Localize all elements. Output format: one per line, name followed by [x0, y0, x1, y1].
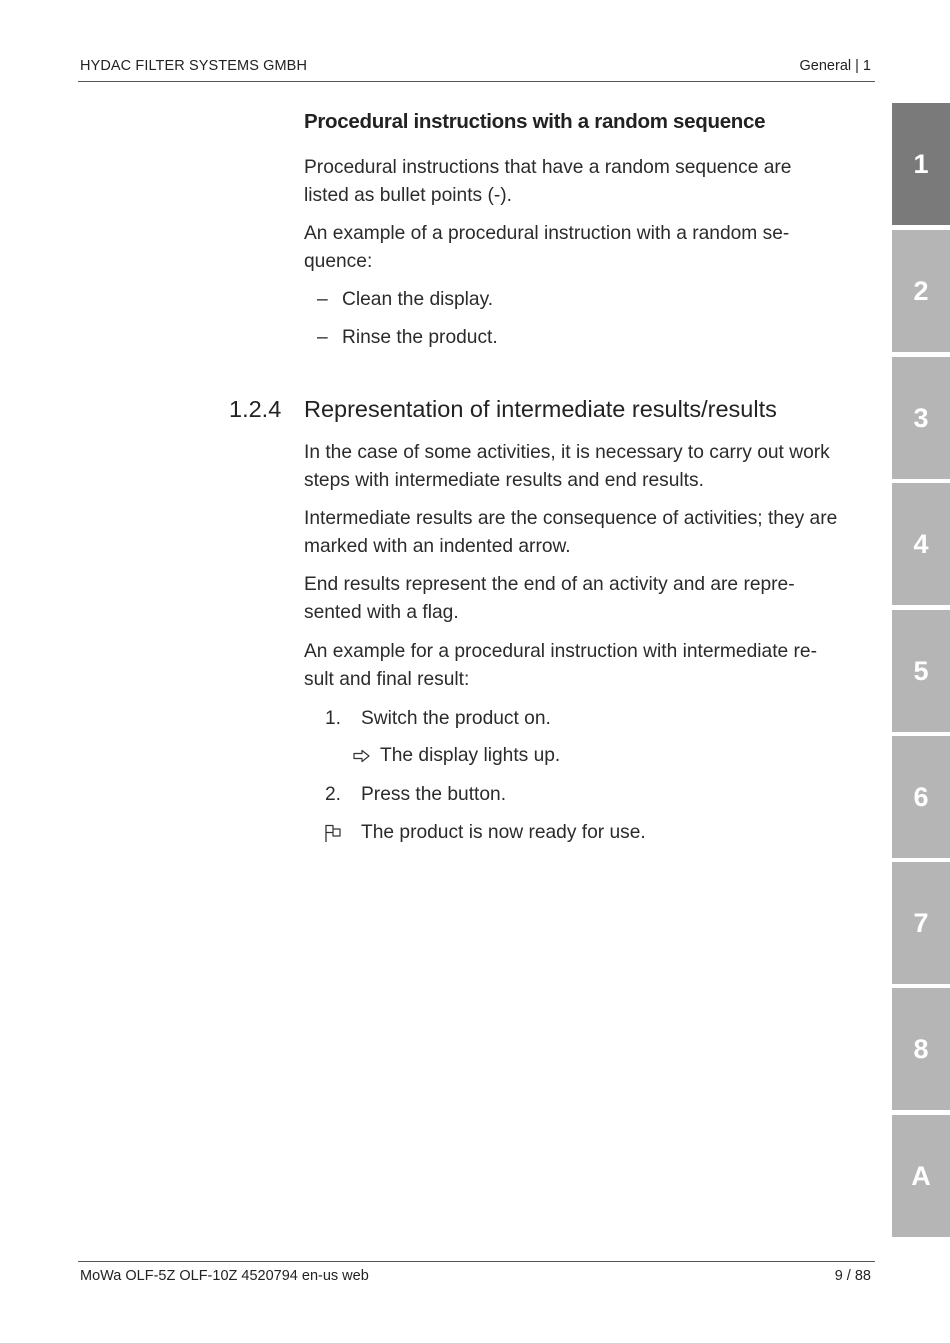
step-number: 2. [325, 784, 342, 805]
bullet-item: Rinse the product. [342, 327, 498, 348]
paragraph-line: An example for a procedural instruction with intermediate re- [304, 641, 817, 662]
page-footer [78, 1261, 875, 1291]
paragraph-line: marked with an indented arrow. [304, 536, 571, 557]
chapter-tab-7[interactable]: 7 [892, 862, 950, 984]
chapter-tab-3[interactable]: 3 [892, 357, 950, 479]
paragraph-line: listed as bullet points (-). [304, 185, 512, 206]
chapter-tab-8[interactable]: 8 [892, 988, 950, 1110]
step-text: Switch the product on. [361, 708, 551, 729]
page-header [78, 56, 875, 82]
chapter-tab-2[interactable]: 2 [892, 230, 950, 352]
paragraph-line: Intermediate results are the consequence of activities; they are [304, 508, 838, 529]
section-title: Representation of intermediate results/results [304, 396, 777, 422]
page-number: 9 / 88 [834, 1268, 871, 1284]
paragraph-line: End results represent the end of an activity and are repre- [304, 574, 795, 595]
paragraph-line: quence: [304, 251, 373, 272]
result-arrow-icon [353, 749, 371, 763]
final-result-text: The product is now ready for use. [361, 822, 646, 843]
intermediate-result-text: The display lights up. [380, 745, 561, 766]
step-text: Press the button. [361, 784, 507, 805]
paragraph-line: sult and final result: [304, 669, 470, 690]
chapter-tab-5[interactable]: 5 [892, 610, 950, 732]
section-number: 1.2.4 [229, 396, 282, 422]
bullet-item: Clean the display. [342, 289, 494, 310]
flag-icon [324, 823, 342, 843]
document-id: MoWa OLF-5Z OLF-10Z 4520794 en-us web [80, 1268, 369, 1284]
chapter-tab-a[interactable]: A [892, 1115, 950, 1237]
chapter-tab-1[interactable]: 1 [892, 103, 950, 225]
bullet-marker: – [317, 327, 328, 348]
chapter-label: General | 1 [799, 58, 871, 74]
step-number: 1. [325, 708, 342, 729]
chapter-tab-6[interactable]: 6 [892, 736, 950, 858]
paragraph-line: sented with a flag. [304, 602, 459, 623]
paragraph-line: In the case of some activities, it is necessary to carry out work [304, 442, 830, 463]
subsection-heading: Procedural instructions with a random sequence [304, 110, 766, 133]
bullet-marker: – [317, 289, 328, 310]
paragraph-line: An example of a procedural instruction with a random se- [304, 223, 790, 244]
chapter-tab-4[interactable]: 4 [892, 483, 950, 605]
company-name: HYDAC FILTER SYSTEMS GMBH [80, 58, 308, 74]
paragraph-line: Procedural instructions that have a random sequence are [304, 157, 792, 178]
paragraph-line: steps with intermediate results and end results. [304, 470, 704, 491]
